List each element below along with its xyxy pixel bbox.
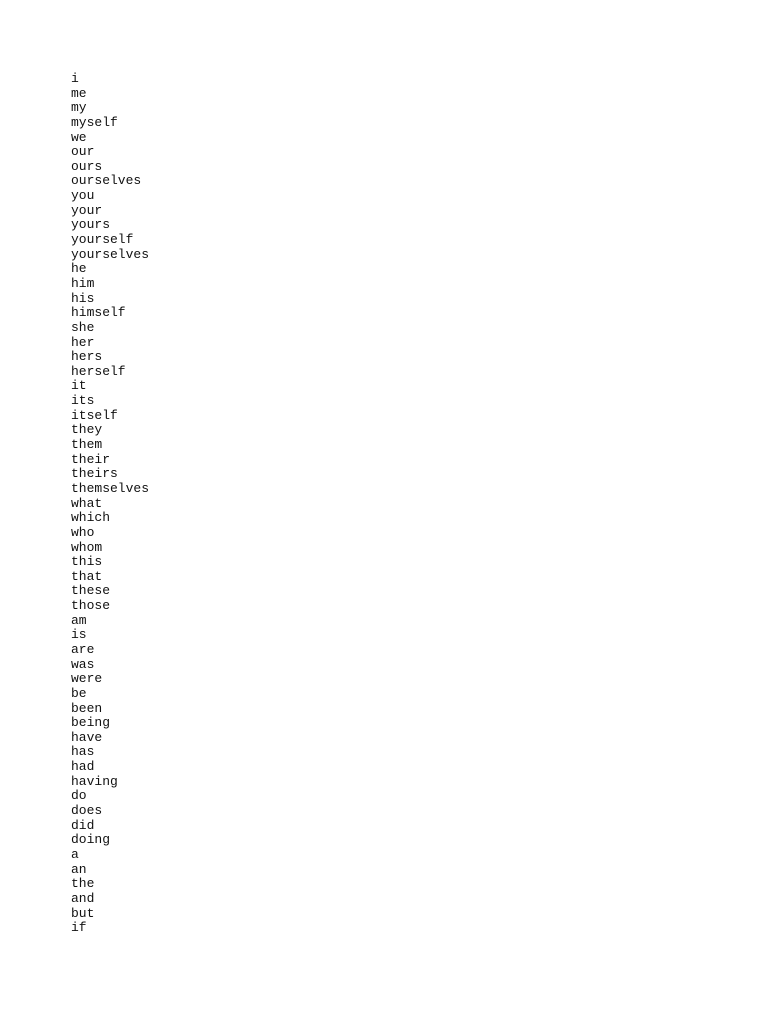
word-line: them: [71, 437, 103, 453]
word-line: yourself: [71, 232, 134, 248]
word-line: had: [71, 759, 95, 775]
word-line: himself: [71, 305, 126, 321]
word-line: her: [71, 334, 95, 350]
word-line: but: [71, 905, 95, 921]
word-line: doing: [71, 832, 111, 848]
word-line: have: [71, 729, 103, 745]
word-line: what: [71, 495, 103, 511]
word-line: myself: [71, 114, 118, 130]
word-line: were: [71, 671, 103, 687]
word-line: she: [71, 319, 95, 335]
word-line: be: [71, 685, 87, 701]
word-line: a: [71, 846, 79, 862]
word-line: this: [71, 554, 103, 570]
word-line: which: [71, 510, 111, 526]
word-line: that: [71, 568, 103, 584]
word-line: me: [71, 85, 87, 101]
word-line: are: [71, 641, 95, 657]
word-line: itself: [71, 407, 118, 423]
word-line: i: [71, 71, 79, 86]
word-line: ours: [71, 158, 103, 174]
word-line: yours: [71, 217, 111, 233]
word-line: the: [71, 876, 95, 892]
word-line: its: [71, 393, 95, 409]
word-line: ourselves: [71, 173, 142, 189]
word-line: theirs: [71, 466, 118, 482]
word-line: themselves: [71, 480, 150, 496]
word-line: his: [71, 290, 95, 306]
word-line: whom: [71, 539, 103, 555]
word-line: an: [71, 861, 87, 877]
word-line: my: [71, 100, 87, 116]
word-line: your: [71, 202, 103, 218]
word-line: who: [71, 524, 95, 540]
word-line: their: [71, 451, 111, 467]
word-line: did: [71, 817, 95, 833]
word-line: those: [71, 598, 111, 614]
word-line: and: [71, 890, 95, 906]
word-line: do: [71, 788, 87, 804]
word-line: if: [71, 920, 87, 936]
word-line: been: [71, 700, 103, 716]
word-line: you: [71, 188, 95, 204]
word-line: herself: [71, 363, 126, 379]
word-line: him: [71, 275, 95, 291]
word-line: we: [71, 129, 87, 145]
word-list: [71, 72, 149, 936]
word-line: hers: [71, 349, 103, 365]
word-line: being: [71, 715, 111, 731]
word-line: does: [71, 803, 103, 819]
word-line: these: [71, 583, 111, 599]
word-line: has: [71, 744, 95, 760]
word-line: is: [71, 627, 87, 643]
word-line: it: [71, 378, 87, 394]
word-line: am: [71, 612, 87, 628]
word-line: yourselves: [71, 246, 150, 262]
word-line: was: [71, 656, 95, 672]
word-line: having: [71, 773, 118, 789]
word-line: they: [71, 422, 103, 438]
word-line: he: [71, 261, 87, 277]
word-line: our: [71, 144, 95, 160]
